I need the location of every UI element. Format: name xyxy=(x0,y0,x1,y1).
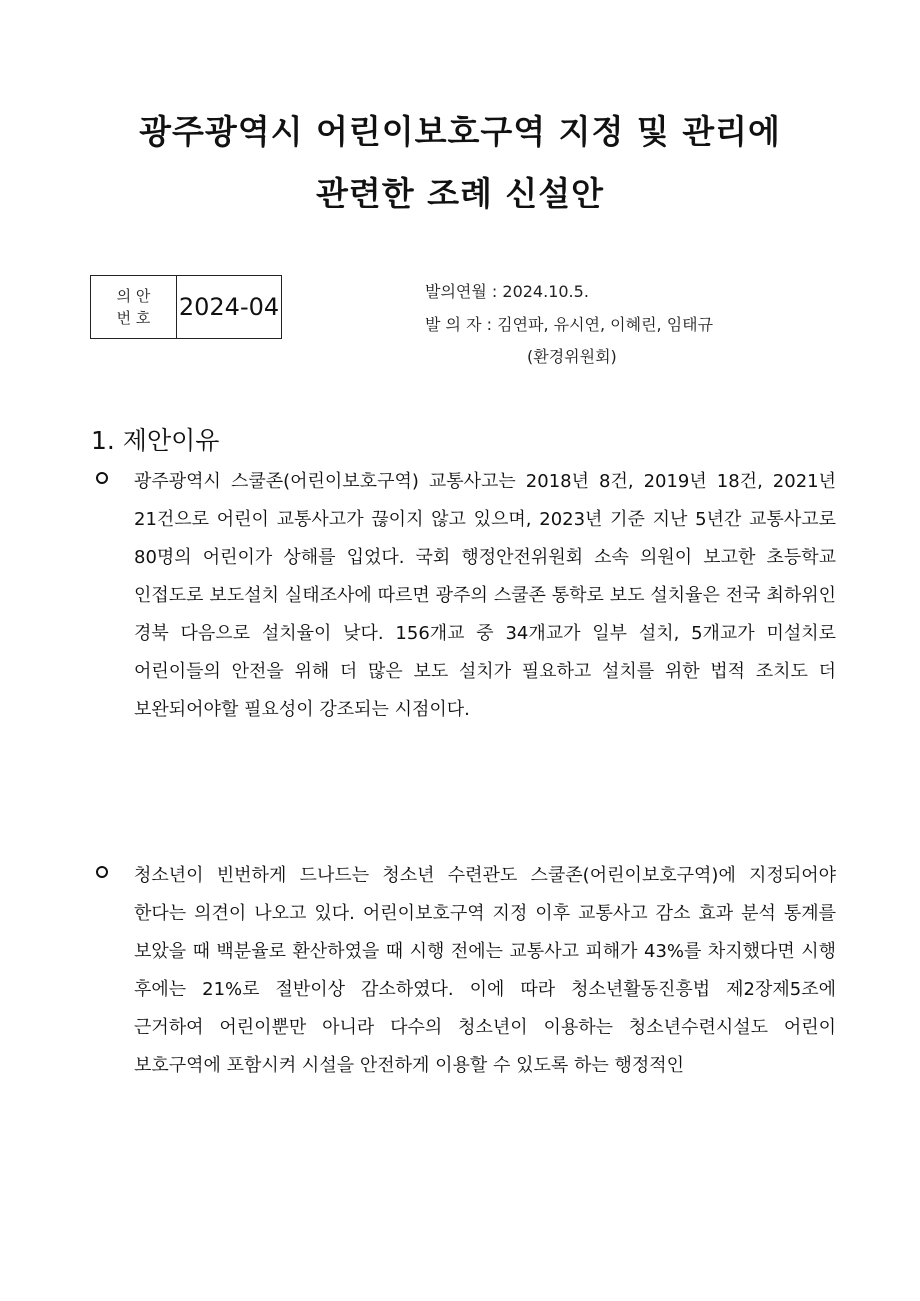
bill-number-label xyxy=(91,276,177,338)
committee: (환경위원회) xyxy=(527,347,617,366)
bill-number-value: 2024-04 xyxy=(178,293,280,321)
proposal-date: 발의연월 : 2024.10.5. xyxy=(425,282,589,301)
section-heading: 1. 제안이유 xyxy=(91,426,220,455)
hollow-circle-bullet-icon xyxy=(96,866,108,878)
hollow-circle-bullet-icon xyxy=(96,472,108,484)
proposers: 발 의 자 : 김연파, 유시연, 이혜린, 임태규 xyxy=(425,315,714,334)
document-title-line-1: 광주광역시 어린이보호구역 지정 및 관리에 xyxy=(139,112,781,151)
bill-number-box xyxy=(90,275,282,339)
bill-number-label-line-1: 의 안 xyxy=(116,287,151,305)
document-title-line-2: 관련한 조례 신설안 xyxy=(315,174,604,213)
paragraph-text: 청소년이 빈번하게 드나드는 청소년 수련관도 스쿨존(어린이보호구역)에 지정되어야 한다는 의견이 나오고 있다. 어린이보호구역 지정 이후 교통사고 감소 효과 분석 통계를 보았을 때 백분율로 환산하였을 때 시행 전에는 교통사고 피해가 43%를 차지했다면 시행 후에는 21%로 절반이상 감소하였다. 이에 따라 청소년활동진흥법 제2장제5조에 근거하여 어린이뿐만 아니라 다수의 청소년이 이용하는 청소년수련시설도 어린이 보호구역에 포함시켜 시설을 안전하게 이용할 수 있도록 하는 행정적인 xyxy=(134,865,836,1076)
bill-number-label-line-2: 번 호 xyxy=(116,309,151,327)
paragraph-text: 광주광역시 스쿨존(어린이보호구역) 교통사고는 2018년 8건, 2019년 18건, 2021년 21건으로 어린이 교통사고가 끊이지 않고 있으며, 2023년 기준 지난 5년간 교통사고로 80명의 어린이가 상해를 입었다. 국회 행정안전위원회 소속 의원이 보고한 초등학교 인접도로 보도설치 실태조사에 따르면 광주의 스쿨존 통학로 보도 설치율은 전국 최하위인 경북 다음으로 설치율이 낮다. 156개교 중 34개교가 일부 설치, 5개교가 미설치로 어린이들의 안전을 위해 더 많은 보도 설치가 필요하고 설치를 위한 법적 조치도 더 보완되어야할 필요성이 강조되는 시점이다. xyxy=(134,471,836,720)
